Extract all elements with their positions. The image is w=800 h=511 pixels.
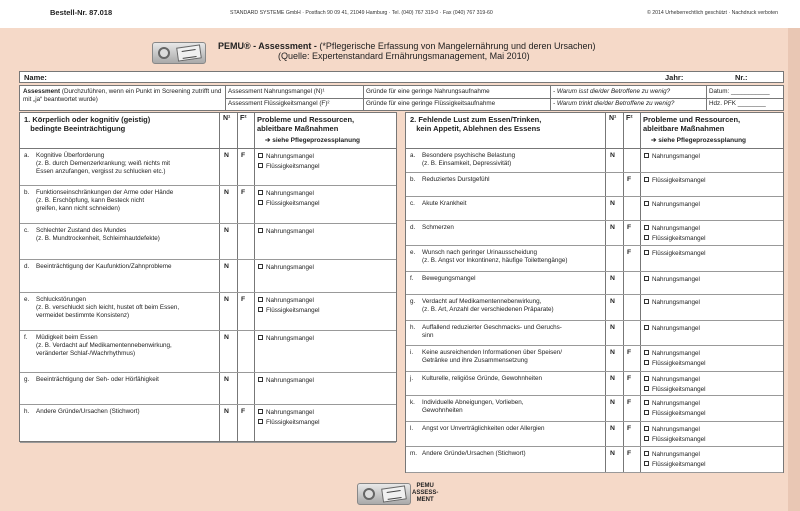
checkbox-1[interactable]: Nahrungsmangel (644, 225, 700, 232)
checkbox-icon[interactable] (644, 410, 649, 415)
checkbox-1[interactable]: Nahrungsmangel (644, 451, 700, 458)
row-text: Kognitive Überforderung (z. B. durch Demenzerkrankung; weiß nichts mit Essen anzufangen, vergisst zu schlucken etc.) (36, 152, 171, 175)
checkbox-group (644, 298, 700, 308)
checkbox-icon[interactable] (644, 276, 649, 281)
f-mark[interactable]: F (627, 399, 632, 406)
checkbox-group (644, 399, 706, 419)
checkbox-2[interactable]: Flüssigkeitsmangel (644, 436, 706, 443)
checkbox-group (258, 334, 314, 344)
checkbox-group (258, 227, 314, 237)
n-mark[interactable]: N (610, 324, 615, 331)
checkbox-1[interactable]: Nahrungsmangel (644, 426, 700, 433)
checkbox-1[interactable]: Nahrungsmangel (258, 409, 314, 416)
question-f: - Warum trinkt die/der Betroffene zu wenig? (553, 100, 675, 107)
row-letter: h. (24, 408, 30, 415)
checkbox-2[interactable]: Flüssigkeitsmangel (644, 410, 706, 417)
row-letter: f. (410, 275, 414, 282)
row-text: Verdacht auf Medikamentennebenwirkung, (z. B. Art, Anzahl der verschiedenen Präparate) (422, 298, 554, 313)
table-row (406, 197, 783, 221)
table-row (406, 149, 783, 173)
n-mark[interactable]: N (224, 189, 229, 196)
checkbox-icon[interactable] (644, 386, 649, 391)
row-text: Müdigkeit beim Essen (z. B. Verdacht auf Medikamentennebenwirkung, veränderter Schlaf-/Wachrhythmus) (36, 334, 172, 357)
right-see-planning: ➔ siehe Pflegeprozessplanung (651, 137, 747, 144)
n-mark[interactable]: N (224, 227, 229, 234)
title-rest: (*Pflegerische Erfassung von Mangelernährung und deren Ursachen) (316, 41, 596, 51)
checkbox-icon[interactable] (258, 228, 263, 233)
checkbox-icon[interactable] (644, 426, 649, 431)
nr-label: Nr.: (735, 73, 748, 82)
checkbox-icon[interactable] (644, 225, 649, 230)
f-mark[interactable]: F (241, 408, 246, 415)
n-mark[interactable]: N (224, 334, 229, 341)
checkbox-group (644, 425, 706, 445)
table-row (20, 149, 396, 186)
row-letter: g. (410, 298, 416, 305)
table-row (406, 221, 783, 246)
footer-logo-icon (357, 483, 411, 505)
checkbox-icon[interactable] (644, 201, 649, 206)
table-row (406, 422, 783, 447)
checkbox-group (258, 408, 320, 428)
checkbox-1[interactable]: Nahrungsmangel (258, 297, 314, 304)
table-row (20, 405, 396, 443)
checkbox-2[interactable]: Flüssigkeitsmangel (258, 200, 320, 207)
checkbox-icon[interactable] (258, 307, 263, 312)
question-n: - Warum isst die/der Betroffene zu wenig? (553, 88, 671, 95)
title-main: PEMU® - Assessment - (218, 41, 317, 51)
table-row (406, 246, 783, 272)
right-problems-header: Probleme und Ressourcen, ableitbare Maßnahmen (643, 115, 741, 133)
left-see-planning: ➔ siehe Pflegeprozessplanung (265, 137, 361, 144)
checkbox-icon[interactable] (644, 451, 649, 456)
checkbox-group (644, 249, 706, 259)
row-letter: i. (410, 349, 414, 356)
f-mark[interactable]: F (627, 375, 632, 382)
row-letter: b. (24, 189, 30, 196)
table-row (20, 260, 396, 293)
copyright: © 2014 Urheberrechtlich geschützt · Nachdruck verboten (647, 10, 778, 16)
table-row (406, 396, 783, 422)
row-letter: d. (24, 263, 30, 270)
checkbox-1[interactable]: Flüssigkeitsmangel (644, 177, 706, 184)
checkbox-icon[interactable] (258, 264, 263, 269)
company-address: STANDARD SYSTEME GmbH · Postfach 90 09 41, 21049 Hamburg · Tel. (040) 767 319-0 · Fax (040) 767 319-60 (230, 10, 493, 16)
n-mark[interactable]: N (610, 425, 615, 432)
checkbox-icon[interactable] (258, 335, 263, 340)
assessment-box (19, 85, 784, 111)
reason-f: Gründe für eine geringe Flüssigkeitsaufnahme (366, 100, 496, 107)
n-mark[interactable]: N (224, 263, 229, 270)
checkbox-2[interactable]: Flüssigkeitsmangel (258, 419, 320, 426)
f-mark[interactable]: F (627, 349, 632, 356)
row-letter: l. (410, 425, 414, 432)
n-mark[interactable]: N (610, 399, 615, 406)
row-letter: e. (24, 296, 30, 303)
checkbox-group (258, 152, 320, 172)
table-row (406, 321, 783, 346)
checkbox-group (644, 349, 706, 369)
table-row (406, 447, 783, 473)
checkbox-group (644, 324, 700, 334)
f-mark[interactable]: F (627, 224, 632, 231)
checkbox-icon[interactable] (258, 419, 263, 424)
pemu-logo-icon (152, 42, 206, 64)
n-mark[interactable]: N (610, 224, 615, 231)
checkbox-icon[interactable] (644, 325, 649, 330)
n-mark[interactable]: N (224, 152, 229, 159)
checkbox-1[interactable]: Nahrungsmangel (258, 264, 314, 271)
checkbox-group (644, 375, 706, 395)
left-header (20, 113, 396, 149)
row-letter: m. (410, 450, 417, 457)
checkbox-1[interactable]: Nahrungsmangel (644, 376, 700, 383)
name-row (19, 71, 784, 83)
row-text: Beeinträchtigung der Kaufunktion/Zahnprobleme (36, 263, 172, 270)
row-text: Beeinträchtigung der Seh- oder Hörfähigkeit (36, 376, 159, 383)
left-heading: 1. Körperlich oder kognitiv (geistig) bedingte Beeinträchtigung (24, 115, 151, 133)
order-number: Bestell-Nr. 87.018 (50, 8, 113, 17)
right-header (406, 113, 783, 149)
checkbox-group (644, 152, 700, 162)
n-mark[interactable]: N (610, 200, 615, 207)
row-text: Wunsch nach geringer Urinausscheidung (z. B. Angst vor Inkontinenz, häufige Toilettengänge) (422, 249, 568, 264)
row-letter: a. (410, 152, 416, 159)
n-mark[interactable]: N (224, 376, 229, 383)
left-panel (19, 112, 397, 442)
checkbox-1[interactable]: Nahrungsmangel (644, 276, 700, 283)
f-mark[interactable]: F (241, 296, 246, 303)
row-letter: c. (410, 200, 415, 207)
row-letter: a. (24, 152, 30, 159)
checkbox-icon[interactable] (644, 461, 649, 466)
n-mark[interactable]: N (610, 152, 615, 159)
checkbox-1[interactable]: Nahrungsmangel (258, 190, 314, 197)
assessment-n: Assessment Nahrungsmangel (N)¹ (228, 88, 325, 95)
row-text: Schluckstörungen (z. B. verschluckt sich leicht, hustet oft beim Essen, vermeidet bestimmte Konsistenz) (36, 296, 180, 319)
table-row (20, 293, 396, 331)
name-label: Name: (24, 73, 47, 82)
checkbox-group (258, 189, 320, 209)
row-text: Bewegungsmangel (422, 275, 476, 282)
date-field[interactable]: Datum: ___________ (709, 88, 770, 95)
reason-n: Gründe für eine geringe Nahrungsaufnahme (366, 88, 490, 95)
row-letter: d. (410, 224, 416, 231)
row-text: Andere Gründe/Ursachen (Stichwort) (422, 450, 526, 457)
row-text: Individuelle Abneigungen, Vorlieben, Gewohnheiten (422, 399, 524, 414)
checkbox-1[interactable]: Nahrungsmangel (258, 228, 314, 235)
checkbox-2[interactable]: Flüssigkeitsmangel (644, 386, 706, 393)
checkbox-icon[interactable] (644, 250, 649, 255)
row-letter: b. (410, 176, 416, 183)
checkbox-2[interactable]: Flüssigkeitsmangel (644, 461, 706, 468)
row-letter: f. (24, 334, 28, 341)
table-row (20, 224, 396, 260)
page-title (218, 41, 596, 61)
checkbox-icon[interactable] (644, 350, 649, 355)
right-f-header: F² (626, 115, 633, 122)
checkbox-1[interactable]: Nahrungsmangel (644, 201, 700, 208)
f-mark[interactable]: F (241, 152, 246, 159)
table-row (406, 295, 783, 321)
checkbox-group (258, 296, 320, 316)
right-n-header: N¹ (609, 115, 617, 122)
checkbox-2[interactable]: Flüssigkeitsmangel (644, 360, 706, 367)
header-bar (0, 0, 800, 28)
row-text: Keine ausreichenden Informationen über Speisen/ Getränke und ihre Zusammensetzung (422, 349, 563, 364)
checkbox-icon[interactable] (644, 436, 649, 441)
n-mark[interactable]: N (610, 375, 615, 382)
row-text: Funktionseinschränkungen der Arme oder Hände (z. B. Erschöpfung, kann Besteck nicht greifen, kann nicht schneiden) (36, 189, 174, 212)
checkbox-1[interactable]: Nahrungsmangel (644, 350, 700, 357)
row-text: Andere Gründe/Ursachen (Stichwort) (36, 408, 140, 415)
checkbox-2[interactable]: Flüssigkeitsmangel (644, 235, 706, 242)
table-row (20, 373, 396, 405)
f-mark[interactable]: F (241, 189, 246, 196)
left-f-header: F² (240, 115, 247, 122)
row-letter: h. (410, 324, 416, 331)
row-letter: k. (410, 399, 415, 406)
f-mark[interactable]: F (627, 176, 632, 183)
row-text: Reduziertes Durstgefühl (422, 176, 490, 183)
checkbox-1[interactable]: Nahrungsmangel (258, 335, 314, 342)
n-mark[interactable]: N (610, 298, 615, 305)
f-mark[interactable]: F (627, 249, 632, 256)
row-text: Besondere psychische Belastung (z. B. Einsamkeit, Depressivität) (422, 152, 516, 167)
assessment-desc: Assessment (Durchzuführen, wenn ein Punkt im Screening zutrifft und mit „ja“ beantwortet wurde) (23, 88, 222, 103)
checkbox-icon[interactable] (258, 153, 263, 158)
row-letter: g. (24, 376, 30, 383)
page-edge (788, 28, 800, 511)
checkbox-icon[interactable] (644, 235, 649, 240)
checkbox-group (644, 224, 706, 244)
row-letter: c. (24, 227, 29, 234)
n-mark[interactable]: N (224, 408, 229, 415)
footer-label: PEMU ASSESS- MENT (412, 483, 439, 503)
checkbox-group (644, 275, 700, 285)
checkbox-icon[interactable] (258, 377, 263, 382)
f-mark[interactable]: F (627, 450, 632, 457)
title-source: (Quelle: Expertenstandard Ernährungsmanagement, Mai 2010) (278, 51, 530, 61)
left-n-header: N¹ (223, 115, 231, 122)
checkbox-icon[interactable] (644, 299, 649, 304)
row-text: Schlechter Zustand des Mundes (z. B. Mundtrockenheit, Schleimhautdefekte) (36, 227, 160, 242)
table-row (406, 372, 783, 396)
checkbox-icon[interactable] (258, 163, 263, 168)
checkbox-group (644, 176, 706, 186)
checkbox-1[interactable]: Nahrungsmangel (644, 299, 700, 306)
checkbox-icon[interactable] (258, 200, 263, 205)
table-row (406, 346, 783, 372)
signature-field[interactable]: Hdz. PFK ________ (709, 100, 766, 107)
checkbox-icon[interactable] (644, 400, 649, 405)
assessment-f: Assessment Flüssigkeitsmangel (F)² (228, 100, 330, 107)
checkbox-2[interactable]: Flüssigkeitsmangel (258, 307, 320, 314)
row-letter: e. (410, 249, 416, 256)
row-text: Schmerzen (422, 224, 454, 231)
row-letter: j. (410, 375, 414, 382)
year-label: Jahr: (665, 73, 684, 82)
checkbox-group (258, 376, 314, 386)
left-problems-header: Probleme und Ressourcen, ableitbare Maßnahmen (257, 115, 355, 133)
row-text: Kulturelle, religiöse Gründe, Gewohnheiten (422, 375, 543, 382)
n-mark[interactable]: N (224, 296, 229, 303)
checkbox-icon[interactable] (644, 360, 649, 365)
checkbox-group (644, 450, 706, 470)
table-row (406, 173, 783, 197)
checkbox-1[interactable]: Nahrungsmangel (644, 400, 700, 407)
right-panel (405, 112, 784, 473)
table-row (406, 272, 783, 295)
checkbox-2[interactable]: Flüssigkeitsmangel (258, 163, 320, 170)
f-mark[interactable]: F (627, 425, 632, 432)
checkbox-icon[interactable] (258, 297, 263, 302)
n-mark[interactable]: N (610, 349, 615, 356)
checkbox-1[interactable]: Nahrungsmangel (644, 325, 700, 332)
checkbox-1[interactable]: Nahrungsmangel (258, 377, 314, 384)
checkbox-1[interactable]: Flüssigkeitsmangel (644, 250, 706, 257)
right-heading: 2. Fehlende Lust zum Essen/Trinken, kein Appetit, Ablehnen des Essens (410, 115, 542, 133)
table-row (20, 186, 396, 224)
row-text: Auffallend reduzierter Geschmacks- und Geruchs- sinn (422, 324, 562, 339)
checkbox-icon[interactable] (258, 409, 263, 414)
n-mark[interactable]: N (610, 275, 615, 282)
checkbox-1[interactable]: Nahrungsmangel (258, 153, 314, 160)
n-mark[interactable]: N (610, 450, 615, 457)
checkbox-group (644, 200, 700, 210)
row-text: Angst vor Unverträglichkeiten oder Allergien (422, 425, 545, 432)
checkbox-icon[interactable] (258, 190, 263, 195)
row-text: Akute Krankheit (422, 200, 467, 207)
checkbox-1[interactable]: Nahrungsmangel (644, 153, 700, 160)
checkbox-group (258, 263, 314, 273)
table-row (20, 331, 396, 373)
checkbox-icon[interactable] (644, 153, 649, 158)
checkbox-icon[interactable] (644, 177, 649, 182)
checkbox-icon[interactable] (644, 376, 649, 381)
